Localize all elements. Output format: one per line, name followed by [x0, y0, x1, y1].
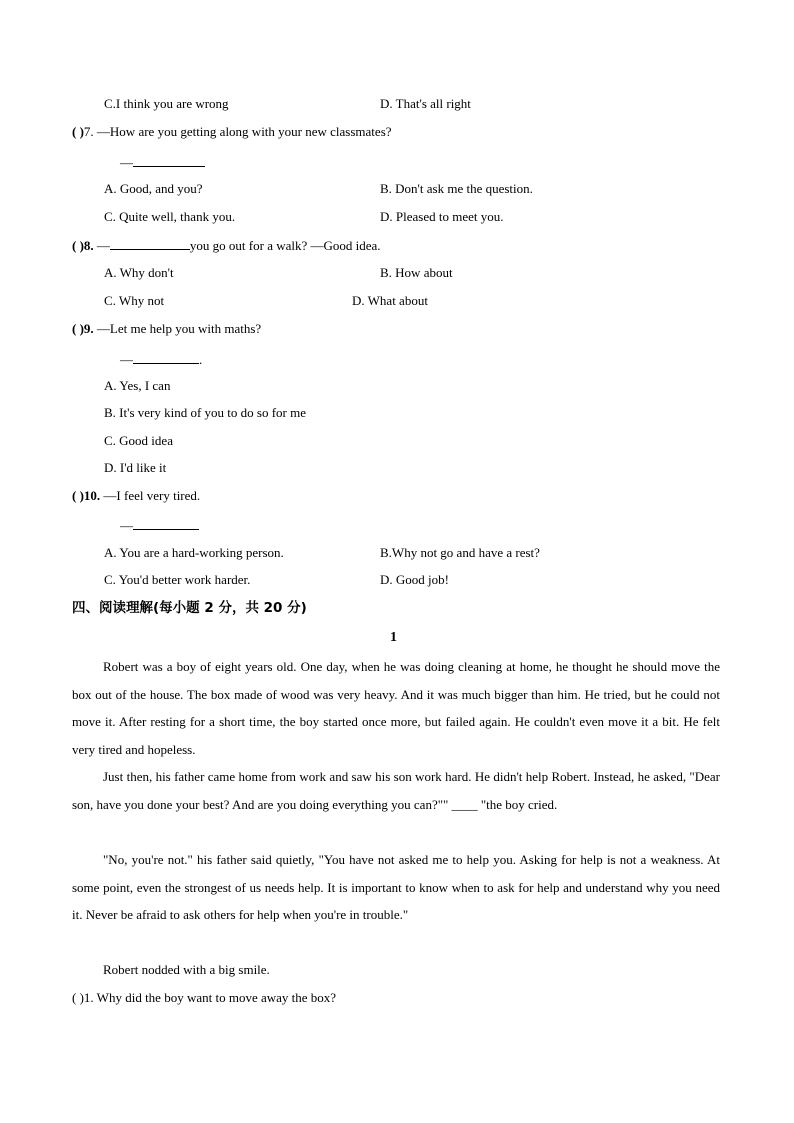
dash: — — [96, 238, 110, 253]
period: . — [199, 352, 203, 367]
answer-paren: ( ) — [72, 488, 84, 503]
question-number: 9. — [83, 321, 97, 336]
answer-paren: ( ) — [72, 124, 84, 139]
question-stem: 1. Why did the boy want to move away the box? — [83, 990, 337, 1005]
passage-paragraph-3: "No, you're not." his father said quietly, "You have not asked me to help you. Asking for help is not a weakness. At some point, even the strongest of us needs help. It is important to know when to ask for help and understand why you need it. Never be afraid to ask others for help when you're in trouble." — [72, 852, 720, 923]
question-number: 8. — [83, 238, 97, 253]
question-stem: —Let me help you with maths? — [96, 321, 262, 336]
passage-paragraph-1: Robert was a boy of eight years old. One day, when he was doing cleaning at home, he thought he should move the box out of the house. The box made of wood was very heavy. And it was much bigger than him. He tried, but he could not move it. After resting for a short time, the boy started once more, but failed again. He couldn't even move it a bit. He felt very tired and hopeless. — [72, 659, 720, 757]
q9-option-a: A. Yes, I can — [104, 378, 171, 393]
question-10 — [72, 488, 200, 504]
q10-option-c: C. You'd better work harder. — [104, 572, 251, 587]
q7-answer-line — [120, 153, 205, 171]
q10-answer-line — [120, 516, 199, 534]
q9-answer-line — [120, 350, 202, 368]
q8-option-c: C. Why not — [104, 293, 165, 308]
answer-paren: ( ) — [72, 321, 84, 336]
q10-option-d: D. Good job! — [380, 572, 449, 587]
q7-option-d: D. Pleased to meet you. — [380, 209, 504, 224]
reading-question-1 — [72, 990, 336, 1006]
question-stem: —I feel very tired. — [103, 488, 201, 503]
q7-option-a: A. Good, and you? — [104, 181, 203, 196]
answer-blank — [133, 516, 199, 530]
q9-option-b: B. It's very kind of you to do so for me — [104, 405, 307, 420]
dash: — — [120, 155, 133, 170]
question-8 — [72, 236, 381, 254]
question-number: 10. — [83, 488, 104, 503]
passage-paragraph-4: Robert nodded with a big smile. — [103, 962, 270, 977]
q8-option-b: B. How about — [380, 265, 453, 280]
q7-option-b: B. Don't ask me the question. — [380, 181, 533, 196]
q6-option-d: D. That's all right — [380, 96, 471, 111]
question-stem: you go out for a walk? —Good idea. — [189, 238, 381, 253]
section-heading: 四、阅读理解(每小题 2 分，共 20 分) — [72, 600, 307, 616]
dash: — — [120, 352, 133, 367]
question-9 — [72, 321, 261, 337]
answer-paren: ( ) — [72, 990, 84, 1005]
passage-number: 1 — [390, 630, 397, 645]
passage-paragraph-2: Just then, his father came home from work and saw his son work hard. He didn't help Robert. Instead, he asked, "Dear son, have you done your best? And are you doing everything you can?"" ____ "the boy cried. — [72, 769, 720, 812]
q9-option-c: C. Good idea — [104, 433, 173, 448]
answer-blank — [110, 236, 190, 250]
q10-option-a: A. You are a hard-working person. — [104, 545, 284, 560]
q8-option-a: A. Why don't — [104, 265, 174, 280]
question-7 — [72, 124, 392, 140]
q6-option-c: C.I think you are wrong — [104, 96, 229, 111]
q9-option-d: D. I'd like it — [104, 460, 167, 475]
q7-option-c: C. Quite well, thank you. — [104, 209, 236, 224]
answer-blank — [133, 350, 199, 364]
q10-option-b: B.Why not go and have a rest? — [380, 545, 540, 560]
q8-option-d: D. What about — [352, 293, 428, 308]
answer-paren: ( ) — [72, 238, 84, 253]
dash: — — [120, 518, 133, 533]
answer-blank — [133, 153, 205, 167]
question-stem: 7. —How are you getting along with your new classmates? — [83, 124, 392, 139]
